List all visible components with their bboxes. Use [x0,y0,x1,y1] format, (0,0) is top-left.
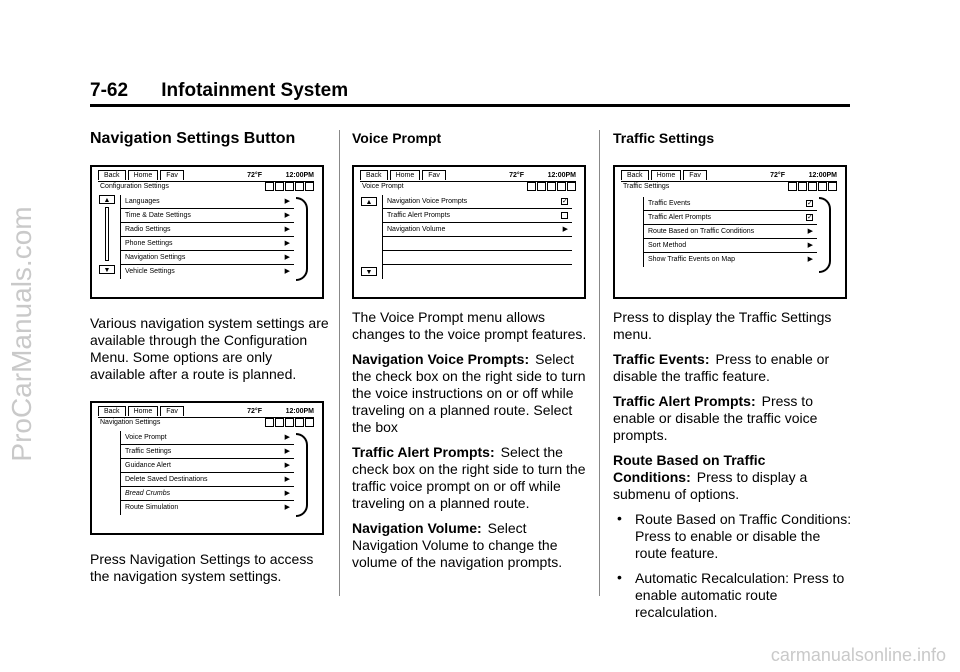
status-icon [305,418,314,427]
chevron-right-icon: ▶ [284,504,290,511]
term-label: Navigation Volume: [352,520,482,536]
menu-item-label: Route Based on Traffic Conditions [648,228,755,235]
voice-prompt-heading: Voice Prompt [352,130,442,146]
back-button[interactable]: Back [360,170,388,180]
term-text: Select the check box on the right side to turn the traffic voice prompt on or off while traveling on a planned route. [352,444,586,511]
settings-menu [120,431,294,515]
term-label: Route Based on Traffic Conditions: [613,452,766,485]
status-icon [265,182,274,191]
clock: 12:00PM [808,172,837,179]
home-button[interactable]: Home [128,406,159,416]
checkbox-checked-icon[interactable]: ✓ [562,198,568,205]
nav-settings-para-1: Various navigation system settings are available through the Configuration Menu. Some options are only available after a route is planned. [90,315,329,382]
route-options-list [613,511,853,621]
chevron-right-icon: ▶ [284,212,290,219]
screen-topbar [98,406,314,417]
menu-item-label: Languages [125,198,160,205]
scroll-track[interactable] [105,207,109,261]
menu-item-time-date[interactable] [121,209,294,223]
column-1 [90,130,330,593]
menu-item-nav-voice-prompts[interactable] [383,195,572,209]
nav-settings-heading: Navigation Settings Button [90,130,296,147]
menu-item-label: Traffic Alert Prompts [387,212,451,219]
status-icon [265,418,274,427]
menu-item-label: Voice Prompt [125,434,167,441]
screen-title: Traffic Settings [623,183,670,190]
menu-item-label: Time & Date Settings [125,212,191,219]
term-label: Traffic Alert Prompts: [613,393,756,409]
term-label: Traffic Alert Prompts: [352,444,495,460]
temperature: 72°F [247,172,262,179]
menu-item-show-traffic-map[interactable] [644,253,817,267]
menu-item-label: Traffic Settings [125,448,172,455]
list-item: • Route Based on Traffic Conditions: Press to enable or disable the route feature. [613,511,853,562]
navigation-settings-screen [90,401,324,535]
menu-item-label: Delete Saved Destinations [125,476,208,483]
menu-item-label: Traffic Alert Prompts [648,214,712,221]
menu-item-label: Navigation Volume [387,226,446,233]
temperature: 72°F [509,172,524,179]
menu-item-label: Guidance Alert [125,462,171,469]
column-3 [613,130,853,629]
menu-row-empty [383,265,572,279]
bezel-curve [296,433,308,517]
chevron-right-icon: ▶ [807,256,813,263]
status-icons [264,182,314,193]
status-icon [798,182,807,191]
term-label: Navigation Voice Prompts: [352,351,530,367]
traffic-item-2 [613,393,853,444]
menu-item-delete-destinations[interactable] [121,473,294,487]
column-2 [352,130,592,579]
term-text: Select the check box on the right side to turn the voice instructions on or off while traveling on a planned route. Select the box [352,351,586,435]
traffic-settings-screen [613,165,847,299]
chevron-right-icon: ▶ [284,198,290,205]
menu-item-traffic-settings[interactable] [121,445,294,459]
status-icon [788,182,797,191]
menu-item-route-simulation[interactable] [121,501,294,515]
chevron-right-icon: ▶ [284,434,290,441]
fav-button[interactable]: Fav [422,170,446,180]
menu-item-label: Sort Method [648,242,687,249]
status-icon [537,182,546,191]
voice-prompt-item-1 [352,351,592,436]
menu-item-label: Show Traffic Events on Map [648,256,736,263]
status-icon [828,182,837,191]
menu-item-languages[interactable] [121,195,294,209]
menu-item-label: Navigation Settings [125,254,186,261]
voice-prompt-item-2 [352,444,592,512]
menu-item-label: Radio Settings [125,226,171,233]
clock: 12:00PM [285,408,314,415]
temperature: 72°F [770,172,785,179]
voice-prompt-menu [382,195,572,279]
menu-item-phone[interactable] [121,237,294,251]
home-button[interactable]: Home [128,170,159,180]
fav-button[interactable]: Fav [160,170,184,180]
menu-item-traffic-alert-prompts[interactable] [644,211,817,225]
status-icons [264,418,314,429]
menu-item-vehicle[interactable] [121,265,294,279]
menu-item-traffic-alert-prompts[interactable] [383,209,572,223]
bezel-curve [819,197,831,273]
voice-prompt-para-1: The Voice Prompt menu allows changes to the voice prompt features. [352,309,587,342]
checkbox-checked-icon[interactable]: ✓ [807,200,813,207]
screen-title: Voice Prompt [362,183,404,190]
menu-item-label: Bread Crumbs [125,490,171,497]
status-icon [275,418,284,427]
chevron-right-icon: ▶ [807,228,813,235]
menu-item-bread-crumbs[interactable] [121,487,294,501]
screen-topbar [621,170,837,181]
scroll-down-button[interactable]: ▼ [99,265,115,274]
settings-menu [120,195,294,279]
voice-prompt-item-3 [352,520,592,571]
menu-item-navigation[interactable] [121,251,294,265]
back-button[interactable]: Back [98,170,126,180]
home-button[interactable]: Home [390,170,421,180]
checkbox-checked-icon[interactable]: ✓ [807,214,813,221]
term-text: Press to enable or disable the traffic voice prompts. [613,393,818,443]
status-icon [275,182,284,191]
bottom-watermark: carmanualsonline.info [770,645,946,665]
menu-item-voice-prompt[interactable] [121,431,294,445]
chevron-right-icon: ▶ [284,254,290,261]
status-icons [787,182,837,193]
term-text: Press to enable or disable the traffic feature. [613,351,830,384]
term-label: Traffic Events: [613,351,710,367]
chevron-right-icon: ▶ [284,490,290,497]
list-item: • Automatic Recalculation: Press to enable automatic route recalculation. [613,570,853,621]
traffic-settings-menu [643,197,817,267]
menu-item-traffic-events[interactable] [644,197,817,211]
term-text: Select Navigation Volume to change the volume of the navigation prompts. [352,520,563,570]
back-button[interactable]: Back [98,406,126,416]
traffic-item-3 [613,452,853,503]
status-icon [818,182,827,191]
menu-item-label: Route Simulation [125,504,179,511]
home-button[interactable]: Home [651,170,682,180]
page-header [90,80,850,107]
menu-item-guidance-alert[interactable] [121,459,294,473]
fav-button[interactable]: Fav [160,406,184,416]
column-rule-2 [599,130,600,596]
status-icon [808,182,817,191]
page-number: 7-62 [90,80,129,101]
chevron-right-icon: ▶ [284,448,290,455]
status-icon [567,182,576,191]
chevron-right-icon: ▶ [284,462,290,469]
status-icon [285,418,294,427]
status-icon [305,182,314,191]
status-icon [547,182,556,191]
screen-title: Configuration Settings [100,183,169,190]
menu-item-label: Vehicle Settings [125,268,175,275]
menu-row-empty [383,251,572,265]
chevron-right-icon: ▶ [284,226,290,233]
section-title: Infotainment System [161,80,349,101]
screen-topbar [360,170,576,181]
clock: 12:00PM [547,172,576,179]
chevron-right-icon: ▶ [562,226,568,233]
menu-item-sort-method[interactable] [644,239,817,253]
chevron-right-icon: ▶ [807,242,813,249]
status-icon [295,182,304,191]
status-icon [295,418,304,427]
config-settings-screen [90,165,324,299]
fav-button[interactable]: Fav [683,170,707,180]
checkbox-empty-icon[interactable] [561,212,568,219]
scroll-down-button[interactable]: ▼ [361,267,377,276]
status-icon [285,182,294,191]
chevron-right-icon: ▶ [284,240,290,247]
menu-item-label: Phone Settings [125,240,173,247]
nav-settings-para-2: Press Navigation Settings to access the navigation system settings. [90,551,314,584]
status-icons [526,182,576,193]
back-button[interactable]: Back [621,170,649,180]
menu-item-label: Navigation Voice Prompts [387,198,468,205]
chevron-right-icon: ▶ [284,476,290,483]
voice-prompt-screen [352,165,586,299]
menu-item-nav-volume[interactable] [383,223,572,237]
scroll-up-button[interactable]: ▲ [361,197,377,206]
side-watermark: ProCarManuals.com [6,206,37,462]
screen-title: Navigation Settings [100,419,161,426]
traffic-para-1: Press to display the Traffic Settings menu. [613,309,832,342]
temperature: 72°F [247,408,262,415]
screen-topbar [98,170,314,181]
menu-item-label: Traffic Events [648,200,691,207]
term-text: Press to display a submenu of options. [613,469,808,502]
bezel-curve [296,197,308,281]
menu-row-empty [383,237,572,251]
clock: 12:00PM [285,172,314,179]
chevron-right-icon: ▶ [284,268,290,275]
traffic-item-1 [613,351,853,385]
status-icon [527,182,536,191]
menu-item-radio[interactable] [121,223,294,237]
traffic-settings-heading: Traffic Settings [613,130,715,146]
menu-item-route-traffic[interactable] [644,225,817,239]
column-rule-1 [339,130,340,596]
status-icon [557,182,566,191]
scroll-up-button[interactable]: ▲ [99,195,115,204]
